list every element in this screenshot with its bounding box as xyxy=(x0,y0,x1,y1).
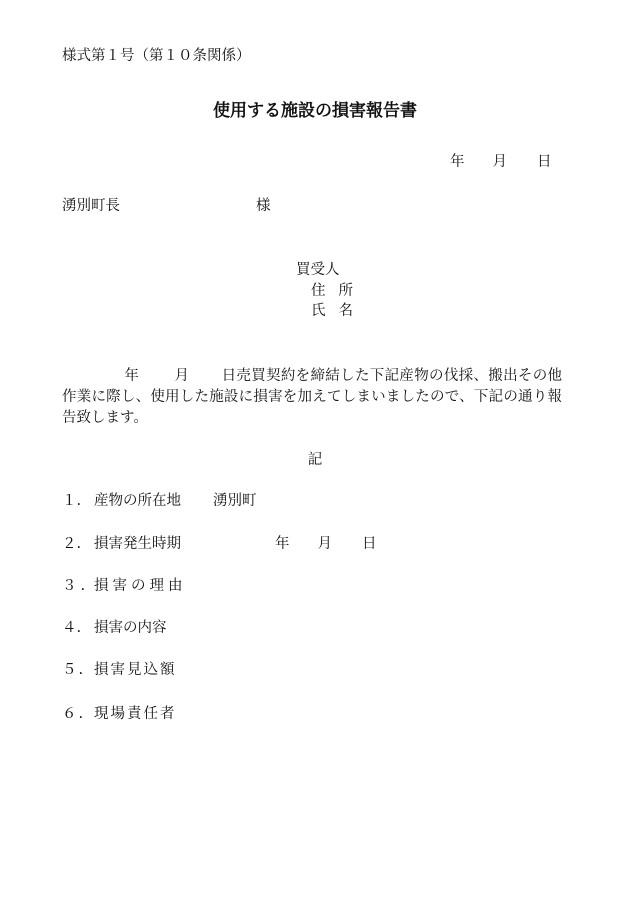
item-month-label: 月 xyxy=(317,536,332,552)
item-site-manager xyxy=(62,706,177,723)
addressee-honorific: 様 xyxy=(256,198,271,214)
document-title: 使用する施設の損害報告書 xyxy=(213,101,417,121)
addressee-name: 湧別町長 xyxy=(62,198,120,214)
body-text: 売買契約を締結した下記産物の伐採、搬出その他作業に際し、使用した施設に損害を加えてしまいましたので、下記の通り報告致します。 xyxy=(62,368,563,426)
item-damage-date xyxy=(62,536,377,553)
item-label: 損害見込額 xyxy=(94,662,177,678)
item-number: ３. xyxy=(62,578,90,594)
item-number: ５. xyxy=(62,662,86,678)
item-label: 損害の内容 xyxy=(94,620,167,636)
item-year-label: 年 xyxy=(275,536,290,552)
report-date xyxy=(450,154,552,171)
date-month-label: 月 xyxy=(492,154,507,170)
body-month-label: 月 xyxy=(174,368,190,384)
item-estimated-damage xyxy=(62,662,177,679)
item-number: １. xyxy=(62,493,82,509)
body-day-label: 日 xyxy=(221,368,237,384)
sender-address-label: 住 所 xyxy=(311,283,353,299)
item-label: 産物の所在地 xyxy=(94,493,181,509)
report-body-text xyxy=(62,366,562,429)
date-day-label: 日 xyxy=(537,154,552,170)
sender-name-label: 氏 名 xyxy=(311,303,353,319)
item-number: ４. xyxy=(62,620,82,636)
item-value: 湧別町 xyxy=(213,493,257,509)
item-label: 損害発生時期 xyxy=(94,536,181,552)
ki-heading: 記 xyxy=(307,452,323,468)
item-day-label: 日 xyxy=(362,536,377,552)
addressee xyxy=(62,198,271,215)
item-number: ２. xyxy=(62,536,82,552)
item-damage-content xyxy=(62,620,167,637)
sender-title: 買受人 xyxy=(296,262,340,278)
item-label: 現場責任者 xyxy=(94,706,177,722)
item-location xyxy=(62,493,257,510)
item-damage-reason xyxy=(62,578,187,595)
form-number: 様式第１号（第１０条関係） xyxy=(62,48,251,64)
item-label: 損害の理由 xyxy=(94,578,187,594)
body-year-label: 年 xyxy=(124,368,140,384)
date-year-label: 年 xyxy=(450,154,465,170)
item-number: ６. xyxy=(62,706,86,722)
